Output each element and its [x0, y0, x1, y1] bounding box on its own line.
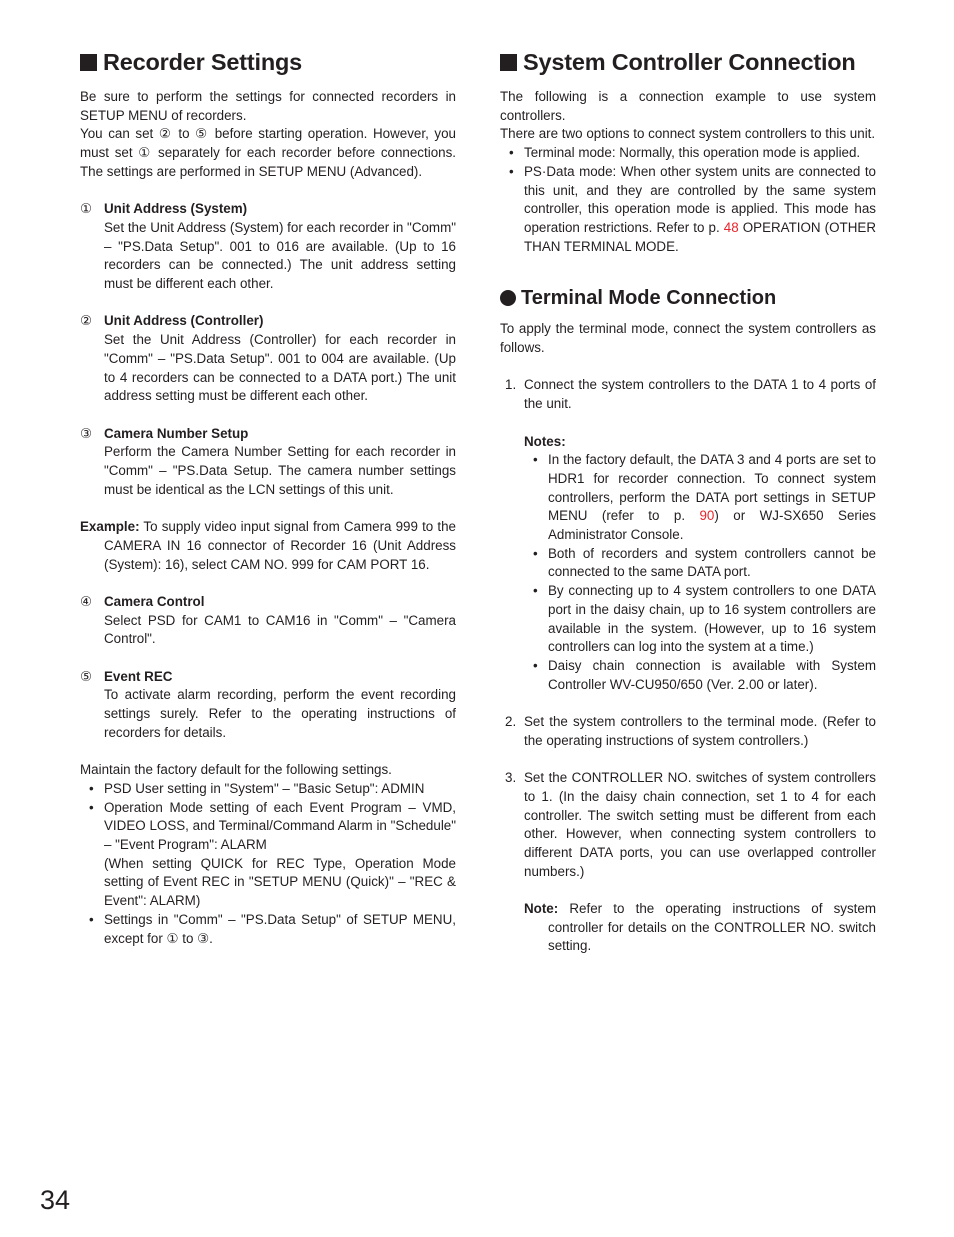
- notes-block: [500, 433, 876, 695]
- square-bullet-icon: [500, 54, 517, 71]
- step-2: 2. Set the system controllers to the terminal mode. (Refer to the operating instructions of system controllers.): [505, 714, 876, 748]
- intro-paragraph-2: There are two options to connect system controllers to this unit.: [500, 126, 876, 142]
- item-title: Camera Control: [104, 593, 205, 609]
- mode-list: [500, 144, 876, 256]
- list-item: • Daisy chain connection is available with System Controller WV-CU950/650 (Ver. 2.00 or later).: [524, 657, 876, 694]
- note-block: [500, 900, 876, 956]
- list-item: • Operation Mode setting of each Event Program – VMD, VIDEO LOSS, and Terminal/Command Alarm in "Schedule" – "Event Program": ALARM (When setting QUICK for REC Type, Operation Mode setting of Event REC in "SETUP MENU (Quick)" – "REC & Event": ALARM): [80, 799, 456, 911]
- list-item: • PSD User setting in "System" – "Basic Setup": ADMIN: [80, 780, 456, 799]
- item-title: Unit Address (Controller): [104, 313, 264, 329]
- list-item: • In the factory default, the DATA 3 and 4 ports are set to HDR1 for recorder connection. To connect system controllers, perform the DATA port settings in SETUP MENU (refer to p. 90) or WJ-SX650 Series Administrator Console.: [524, 451, 876, 545]
- left-column: [80, 46, 456, 948]
- setting-item-5: [80, 668, 456, 743]
- intro-paragraph-1: The following is a connection example to use system controllers.: [500, 89, 876, 123]
- setting-item-2: [80, 312, 456, 406]
- setting-item-1: [80, 200, 456, 294]
- item-number: ①: [80, 201, 93, 217]
- list-item: • PS·Data mode: When other system units are connected to this unit, and they are controlled by the same system controller, this operation mode is applied. This mode has operation restrictions. Refer to p. 48 OPERATION (OTHER THAN TERMINAL MODE.: [500, 163, 876, 257]
- setting-item-4: [80, 593, 456, 649]
- item-body: Set the Unit Address (Controller) for each recorder in "Comm" – "PS.Data Setup". 001 to 004 are available. (Up to 4 recorders can be connected to a DATA port.) The unit address setting must be different each other.: [104, 332, 456, 404]
- step-1: 1. Connect the system controllers to the DATA 1 to 4 ports of the unit.: [505, 377, 876, 412]
- item-number: ②: [80, 313, 93, 329]
- terminal-intro: To apply the terminal mode, connect the system controllers as follows.: [500, 321, 876, 356]
- page-link[interactable]: 48: [723, 219, 739, 235]
- right-column: [500, 46, 876, 956]
- list-item: • Terminal mode: Normally, this operation mode is applied.: [500, 144, 876, 163]
- setting-item-3: [80, 425, 456, 500]
- item-title: Event REC: [104, 668, 173, 684]
- list-item: • By connecting up to 4 system controllers to one DATA port in the daisy chain, up to 16 system controllers are available in the system. (However, up to 16 system controllers can log into the system at a time.): [524, 582, 876, 657]
- maintain-list: [80, 780, 456, 948]
- page-number: 34: [40, 1185, 71, 1215]
- notes-label: Notes:: [524, 433, 566, 449]
- example-label: Example:: [80, 519, 140, 535]
- item-body: Select PSD for CAM1 to CAM16 in "Comm" – "Camera Control".: [104, 612, 456, 647]
- terminal-mode-heading: Terminal Mode Connection: [500, 284, 876, 312]
- intro-paragraph-1: Be sure to perform the settings for connected recorders in SETUP MENU of recorders.: [80, 89, 456, 123]
- maintain-paragraph: Maintain the factory default for the following settings.: [80, 762, 392, 778]
- item-body: Perform the Camera Number Setting for each recorder in "Comm" – "PS.Data Setup. The camera number settings must be identical as the LCN settings of this unit.: [104, 444, 456, 497]
- square-bullet-icon: [80, 54, 97, 71]
- example-paragraph: [80, 518, 456, 574]
- note-text: Refer to the operating instructions of system controller for details on the CONTROLLER NO. switch setting.: [548, 901, 876, 954]
- note-label: Note:: [524, 901, 559, 917]
- item-title: Unit Address (System): [104, 201, 248, 217]
- item-body: Set the Unit Address (System) for each recorder in "Comm" – "PS.Data Setup". 001 to 016 are available. (Up to 16 recorders can be connected.) The unit address setting must be different each other.: [104, 219, 456, 292]
- item-body: To activate alarm recording, perform the event recording settings surely. Refer to the operating instructions of recorders for details.: [104, 687, 456, 740]
- recorder-settings-heading: Recorder Settings: [80, 46, 456, 78]
- item-title: Camera Number Setup: [104, 425, 249, 441]
- item-number: ④: [80, 593, 93, 609]
- item-number: ③: [80, 425, 93, 441]
- system-controller-heading: System Controller Connection: [500, 46, 876, 78]
- step-3: 3. Set the CONTROLLER NO. switches of system controllers to 1. (In the daisy chain connection, set 1 to 4 for each controller. The switch setting must be different from each other. However, when connecting system controllers to different DATA ports, you can use overlapped controller numbers.): [505, 770, 876, 879]
- list-item: • Settings in "Comm" – "PS.Data Setup" of SETUP MENU, except for ① to ③.: [80, 911, 456, 948]
- intro-paragraph-2: You can set ② to ⑤ before starting operation. However, you must set ① separately for each recorder before connections. The settings are performed in SETUP MENU (Advanced).: [80, 126, 456, 179]
- list-item: • Both of recorders and system controllers cannot be connected to the same DATA port.: [524, 545, 876, 582]
- item-number: ⑤: [80, 668, 93, 684]
- circle-bullet-icon: [500, 290, 516, 306]
- example-text: To supply video input signal from Camera 999 to the CAMERA IN 16 connector of Recorder 16 (Unit Address (System): 16), select CAM NO. 999 for CAM PORT 16.: [104, 519, 456, 572]
- page-link[interactable]: 90: [699, 508, 715, 524]
